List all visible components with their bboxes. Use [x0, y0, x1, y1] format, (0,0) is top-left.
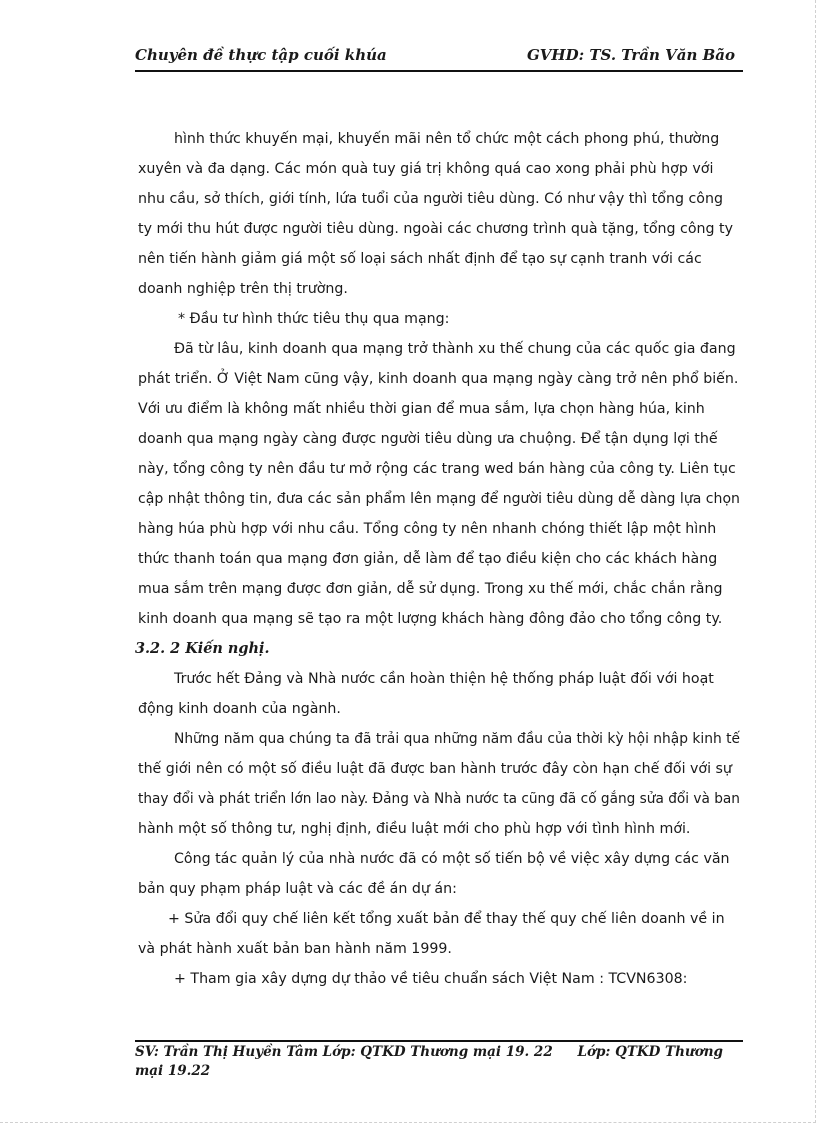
bullet-line	[138, 304, 740, 334]
text-line	[138, 514, 740, 544]
page-footer	[135, 1043, 743, 1081]
text-run: kinh doanh qua mạng sẽ tạo ra một lượng khách hàng đông đảo cho tổng công ty.	[138, 611, 723, 627]
text-line	[138, 214, 740, 244]
header-rule	[135, 70, 743, 72]
text-line	[138, 754, 740, 784]
text-run: ty mới thu hút được người tiêu dùng. ngoài các chương trình quà tặng, tổng công ty	[138, 221, 733, 237]
text-line	[138, 544, 740, 574]
text-run: động kinh doanh của ngành.	[138, 701, 341, 717]
text-run: Đã từ lâu, kinh doanh qua mạng trở thành xu thế chung của các quốc gia đang	[174, 341, 736, 357]
text-run: doanh qua mạng ngày càng được người tiêu dùng ưa chuộng. Để tận dụng lợi thế	[138, 431, 718, 447]
text-run: cập nhật thông tin, đưa các sản phẩm lên mạng để người tiêu dùng dễ dàng lựa chọn	[138, 491, 740, 507]
text-run: Trước hết Đảng và Nhà nước cần hoàn thiện hệ thống pháp luật đối với hoạt	[174, 671, 714, 687]
text-line	[138, 124, 740, 154]
text-run: + Tham gia xây dựng dự thảo về tiêu chuẩn sách Việt Nam : TCVN6308:	[174, 971, 688, 987]
text-line	[138, 454, 740, 484]
header-advisor: GVHD: TS. Trần Văn Bão	[526, 46, 735, 64]
text-run: + Sửa đổi quy chế liên kết tổng xuất bản để thay thế quy chế liên doanh về in	[168, 911, 725, 927]
text-line	[138, 394, 740, 424]
text-run: hình thức khuyến mại, khuyến mãi nên tổ chức một cách phong phú, thường	[174, 131, 720, 147]
text-run: bản quy phạm pháp luật và các đề án dự án:	[138, 881, 457, 897]
footer-rule	[135, 1040, 743, 1042]
text-line	[138, 184, 740, 214]
text-run: mua sắm trên mạng được đơn giản, dễ sử dụng. Trong xu thế mới, chắc chắn rằng	[138, 581, 723, 597]
text-line	[138, 484, 740, 514]
footer-line-2: mại 19.22	[135, 1063, 211, 1079]
text-line	[138, 664, 740, 694]
header-title: Chuyên đề thực tập cuối khúa	[135, 46, 387, 64]
text-line	[138, 154, 740, 184]
text-line	[138, 364, 740, 394]
text-run: hàng húa phù hợp với nhu cầu. Tổng công ty nên nhanh chóng thiết lập một hình	[138, 521, 717, 537]
text-run: doanh nghiệp trên thị trường.	[138, 281, 348, 297]
text-run: thế giới nên có một số điều luật đã được ban hành trước đây còn hạn chế đối với sự	[138, 761, 732, 777]
text-line	[138, 904, 740, 934]
document-body	[135, 124, 740, 994]
text-line	[138, 934, 740, 964]
text-run: và phát hành xuất bản ban hành năm 1999.	[138, 941, 452, 957]
text-line	[138, 844, 740, 874]
text-run: Công tác quản lý của nhà nước đã có một số tiến bộ về việc xây dựng các văn	[174, 851, 730, 867]
text-run: này, tổng công ty nên đầu tư mở rộng các trang wed bán hàng của công ty. Liên tục	[138, 461, 736, 477]
footer-line	[135, 1043, 743, 1062]
footer-class: Lớp: QTKD Thương	[577, 1044, 723, 1060]
text-run: nên tiến hành giảm giá một số loại sách nhất định để tạo sự cạnh tranh với các	[138, 251, 702, 267]
text-run: * Đầu tư hình thức tiêu thụ qua mạng:	[178, 311, 450, 327]
text-run: nhu cầu, sở thích, giới tính, lứa tuổi của người tiêu dùng. Có như vậy thì tổng công	[138, 191, 723, 207]
text-line	[138, 604, 740, 634]
text-run: thức thanh toán qua mạng đơn giản, dễ làm để tạo điều kiện cho các khách hàng	[138, 551, 718, 567]
text-line	[138, 274, 740, 304]
text-line	[138, 244, 740, 274]
text-line	[138, 574, 740, 604]
text-run: xuyên và đa dạng. Các món quà tuy giá trị không quá cao xong phải phù hợp với	[138, 161, 714, 177]
footer-student: SV: Trần Thị Huyền Tâm Lớp: QTKD Thương mại 19. 22	[135, 1044, 553, 1060]
text-run: Những năm qua chúng ta đã trải qua những năm đầu của thời kỳ hội nhập kinh tế	[174, 731, 740, 747]
text-line	[138, 814, 740, 844]
section-heading: 3.2. 2 Kiến nghị.	[135, 640, 270, 657]
text-run: hành một số thông tư, nghị định, điều luật mới cho phù hợp với tình hình mới.	[138, 821, 691, 837]
text-line	[138, 724, 740, 754]
text-line	[138, 424, 740, 454]
text-line	[138, 784, 740, 814]
text-line	[138, 334, 740, 364]
text-line	[138, 964, 740, 994]
text-run: phát triển. Ở Việt Nam cũng vậy, kinh doanh qua mạng ngày càng trở nên phổ biến.	[138, 371, 739, 387]
text-line	[138, 874, 740, 904]
text-line	[138, 694, 740, 724]
text-run: thay đổi và phát triển lớn lao này. Đảng và Nhà nước ta cũng đã cố gắng sửa đổi và ban	[138, 791, 740, 807]
page-header	[135, 44, 743, 68]
text-run: Với ưu điểm là không mất nhiều thời gian để mua sắm, lựa chọn hàng húa, kinh	[138, 401, 705, 417]
